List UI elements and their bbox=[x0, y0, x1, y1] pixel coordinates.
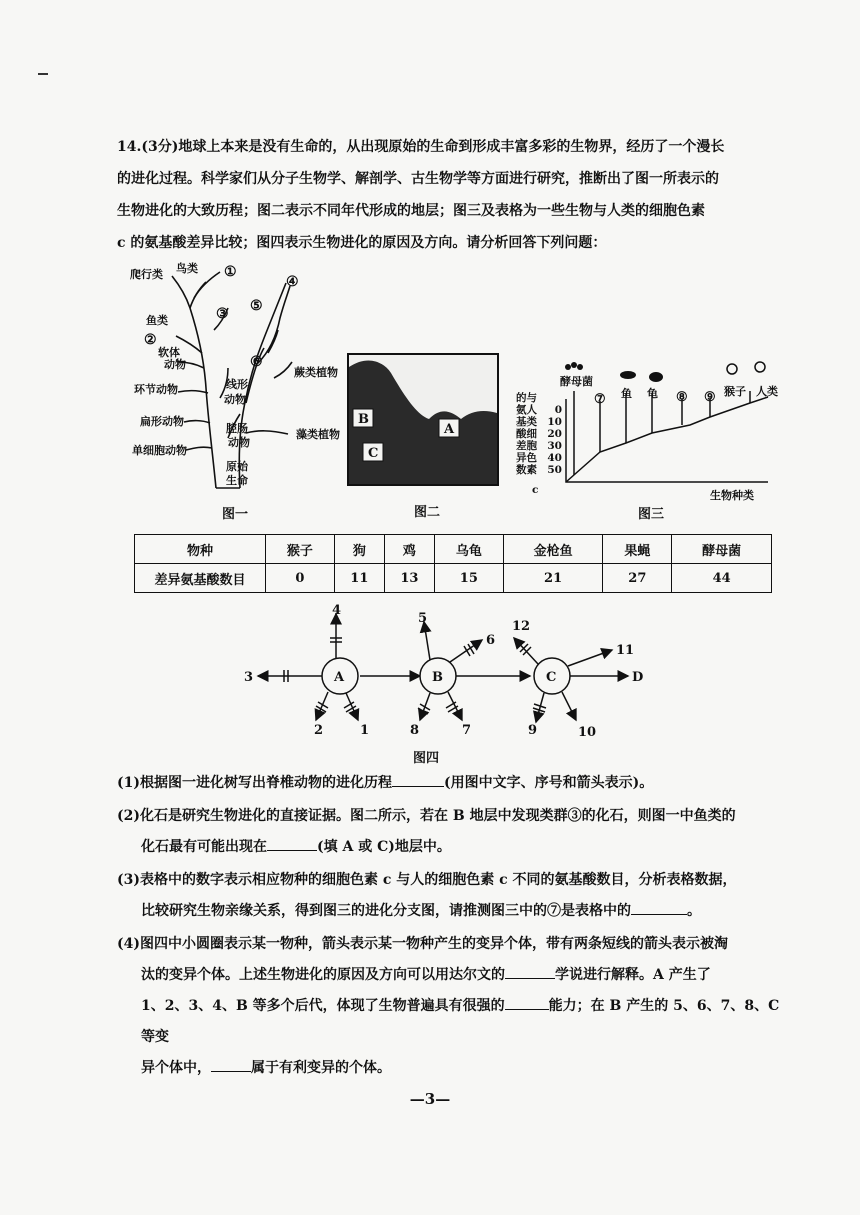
table-cell: 13 bbox=[384, 564, 434, 593]
human-icon bbox=[755, 362, 765, 372]
table-cell: 0 bbox=[266, 564, 335, 593]
label-n4: ④ bbox=[286, 274, 299, 290]
species-turtle: 龟 bbox=[647, 387, 658, 400]
label-protozoa: 单细胞动物 bbox=[132, 444, 187, 457]
question-14-intro bbox=[117, 131, 777, 259]
answer-blank-4c[interactable] bbox=[211, 1057, 251, 1072]
figure-4-caption: 图四 bbox=[413, 751, 440, 766]
intro-line-4: c 的氨基酸差异比较；图四表示生物进化的原因及方向。请分析回答下列问题： bbox=[117, 235, 607, 251]
sub-question-2: (2)化石是研究生物进化的直接证据。图二所示，若在 B 地层中发现类群③的化石，则图一中鱼类的 化石最有可能出现在 (填 A 或 C)地层中。 bbox=[117, 808, 736, 855]
table-header-cell: 物种 bbox=[135, 535, 266, 564]
num-12: 12 bbox=[512, 619, 531, 634]
label-flatworm: 扁形动物 bbox=[140, 415, 184, 428]
ylabel-7: 数素 bbox=[516, 464, 537, 476]
label-reptile: 爬行类 bbox=[130, 268, 163, 281]
ylabel-3: 基类 bbox=[516, 416, 537, 428]
num-1: 1 bbox=[360, 723, 370, 738]
ylabel-4: 酸细 bbox=[516, 428, 537, 440]
table-header-cell: 狗 bbox=[334, 535, 384, 564]
ytick-40: 40 bbox=[547, 452, 562, 464]
node-C: C bbox=[546, 670, 557, 685]
figure-1-evolution-tree bbox=[128, 258, 348, 493]
label-n3: ③ bbox=[216, 306, 229, 322]
ylabel-6: 异色 bbox=[516, 452, 537, 464]
num-6: 6 bbox=[486, 633, 496, 648]
label-bird: 鸟类 bbox=[176, 262, 198, 275]
num-4: 4 bbox=[332, 603, 342, 618]
monkey-icon bbox=[727, 364, 737, 374]
label-arthropod: 环节动物 bbox=[134, 383, 178, 396]
species-human: 人类 bbox=[756, 385, 778, 398]
answer-blank-1[interactable] bbox=[392, 772, 444, 787]
num-5: 5 bbox=[418, 611, 428, 626]
table-header-cell: 果蝇 bbox=[603, 535, 672, 564]
figure-3-cytochrome-chart bbox=[510, 355, 780, 505]
ylabel-2: 氨人 bbox=[516, 404, 537, 416]
label-fern: 蕨类植物 bbox=[294, 366, 338, 379]
label-n1: ① bbox=[224, 264, 237, 280]
label-C: C bbox=[368, 446, 379, 461]
label-nematode2: 动物 bbox=[224, 393, 246, 406]
ylabel-5: 差胞 bbox=[516, 440, 537, 452]
sub-questions bbox=[117, 768, 782, 1086]
figure-2-strata bbox=[347, 353, 499, 486]
xlabel: 生物种类 bbox=[710, 489, 754, 502]
label-origin: 原始 bbox=[226, 460, 248, 473]
end-D: D bbox=[632, 670, 644, 685]
ytick-0: 0 bbox=[554, 404, 562, 416]
table-header-cell: 猴子 bbox=[266, 535, 335, 564]
figure-2-caption: 图二 bbox=[414, 505, 441, 520]
species-9: ⑨ bbox=[704, 390, 716, 405]
node-A: A bbox=[334, 670, 345, 685]
label-A: A bbox=[444, 422, 455, 437]
table-cell: 11 bbox=[334, 564, 384, 593]
table-header-row bbox=[135, 535, 772, 564]
label-mollusc2: 动物 bbox=[164, 358, 186, 371]
ytick-10: 10 bbox=[547, 416, 562, 428]
axes bbox=[566, 399, 768, 482]
species-fish: 鱼 bbox=[621, 387, 632, 400]
answer-blank-3[interactable] bbox=[631, 900, 687, 915]
ylabel-c: c bbox=[532, 484, 539, 496]
num-7: 7 bbox=[462, 723, 472, 738]
label-B: B bbox=[358, 412, 369, 427]
sub-question-1: (1)根据图一进化树写出脊椎动物的进化历程 (用图中文字、序号和箭头表示)。 bbox=[117, 768, 782, 799]
intro-line-2: 的进化过程。科学家们从分子生物学、解剖学、古生物学等方面进行研究，推断出了图一所表示的 bbox=[117, 171, 719, 187]
table-row bbox=[135, 564, 772, 593]
ylabel-1: 的与 bbox=[516, 392, 537, 404]
num-11: 11 bbox=[616, 643, 635, 658]
num-8: 8 bbox=[410, 723, 420, 738]
num-9: 9 bbox=[528, 723, 538, 738]
num-2: 2 bbox=[314, 723, 324, 738]
species-8: ⑧ bbox=[676, 390, 688, 405]
answer-blank-2[interactable] bbox=[267, 836, 317, 851]
figure-1-caption: 图一 bbox=[222, 507, 249, 522]
ytick-50: 50 bbox=[547, 464, 562, 476]
ytick-30: 30 bbox=[547, 440, 562, 452]
label-n2: ② bbox=[144, 332, 157, 348]
label-mollusc: 软体 bbox=[158, 346, 180, 359]
table-header-cell: 乌龟 bbox=[434, 535, 503, 564]
num-3: 3 bbox=[244, 670, 254, 685]
table-header-cell: 金枪鱼 bbox=[503, 535, 603, 564]
figure-3-caption: 图三 bbox=[638, 507, 665, 522]
ytick-20: 20 bbox=[547, 428, 562, 440]
label-nematode: 线形 bbox=[226, 378, 248, 391]
table-row-label: 差异氨基酸数目 bbox=[135, 564, 266, 593]
table-cell: 44 bbox=[672, 564, 772, 593]
amino-acid-table bbox=[134, 534, 772, 593]
table-header-cell: 鸡 bbox=[384, 535, 434, 564]
species-monkey: 猴子 bbox=[724, 385, 746, 398]
answer-blank-4b[interactable] bbox=[505, 995, 549, 1010]
num-10: 10 bbox=[578, 725, 597, 740]
intro-line-3: 生物进化的大致历程；图二表示不同年代形成的地层；图三及表格为一些生物与人类的细胞色素 bbox=[117, 203, 705, 219]
label-n5: ⑤ bbox=[250, 298, 263, 314]
yeast-icon bbox=[565, 364, 571, 370]
label-coelenterate2: 动物 bbox=[228, 436, 250, 449]
sub-question-4: (4)图四中小圆圈表示某一物种，箭头表示某一物种产生的变异个体，带有两条短线的箭头表示被淘 汰的变异个体。上述生物进化的原因及方向可以用达尔文的 学说进行解释。A 产生了 1、2、3、4、B 等多个后代，体现了生物普遍具有很强的 能力；在 B 产生的 5、6、7、8、C 等变 异个体中， 属于有利变异的个体。 bbox=[117, 936, 780, 1076]
label-fish: 鱼类 bbox=[146, 314, 168, 327]
table-cell: 27 bbox=[603, 564, 672, 593]
species-7: ⑦ bbox=[594, 392, 606, 407]
answer-blank-4a[interactable] bbox=[505, 964, 555, 979]
species-yeast: 酵母菌 bbox=[560, 375, 593, 388]
figure-4-variation-diagram bbox=[230, 600, 660, 745]
node-B: B bbox=[432, 670, 443, 685]
label-algae: 藻类植物 bbox=[296, 428, 340, 441]
table-header-cell: 酵母菌 bbox=[672, 535, 772, 564]
intro-line-1: 14.(3分)地球上本来是没有生命的，从出现原始的生命到形成丰富多彩的生物界，经历了一个漫长 bbox=[117, 139, 725, 155]
label-origin2: 生命 bbox=[226, 474, 248, 487]
fish-icon bbox=[620, 371, 636, 379]
page-number: —3— bbox=[409, 1090, 451, 1108]
label-n6: ⑥ bbox=[250, 354, 263, 370]
sub-question-3: (3)表格中的数字表示相应物种的细胞色素 c 与人的细胞色素 c 不同的氨基酸数目，分析表格数据， 比较研究生物亲缘关系，得到图三的进化分支图，请推测图三中的⑦是表格中的 。 bbox=[117, 872, 737, 919]
label-coelenterate: 腔肠 bbox=[226, 422, 248, 435]
turtle-icon bbox=[649, 372, 663, 382]
scan-mark bbox=[38, 73, 48, 75]
table-cell: 21 bbox=[503, 564, 603, 593]
table-cell: 15 bbox=[434, 564, 503, 593]
